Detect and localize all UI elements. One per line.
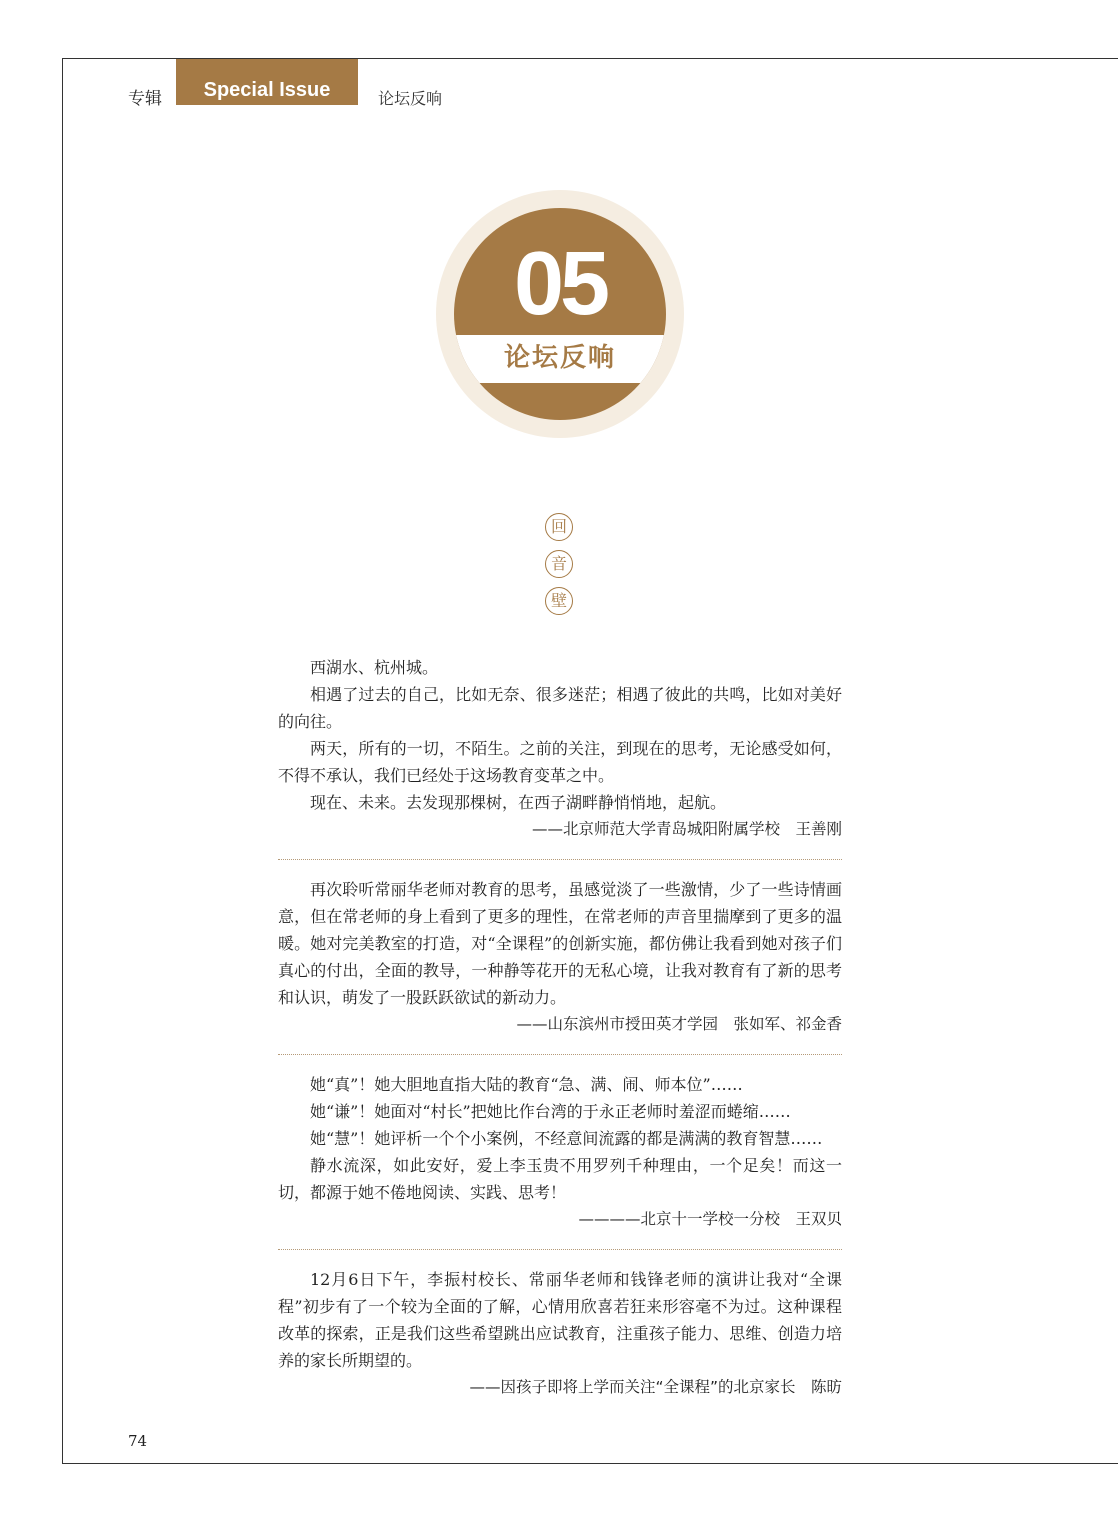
seal-char-2: 音	[545, 550, 573, 578]
entry-paragraph: 再次聆听常丽华老师对教育的思考，虽感觉淡了一些激情，少了一些诗情画意，但在常老师的身上看到了更多的理性，在常老师的声音里揣摩到了更多的温暖。她对完美教室的打造，对“全课程”的创新实施，都仿佛让我看到她对孩子们真心的付出，全面的教导，一种静等花开的无私心境，让我对教育有了新的思考和认识，萌发了一股跃跃欲试的新动力。	[278, 880, 842, 1007]
section-emblem	[436, 190, 684, 438]
header-subsection: 论坛反响	[378, 89, 443, 108]
emblem-title: 论坛反响	[503, 343, 616, 373]
entry-source: ————北京十一学校一分校 王双贝	[578, 1210, 842, 1228]
entry-paragraph: 相遇了过去的自己，比如无奈、很多迷茫；相遇了彼此的共鸣，比如对美好的向往。	[278, 685, 842, 731]
emblem-number: 05	[513, 234, 607, 334]
entry-paragraph: 她“真”！她大胆地直指大陆的教育“急、满、闹、师本位”……	[310, 1075, 743, 1094]
special-issue-label: Special Issue	[203, 79, 331, 101]
divider	[278, 1054, 842, 1055]
special-issue-tab	[176, 59, 358, 105]
seal-char-1: 回	[545, 513, 573, 541]
seal-char-3: 壁	[545, 587, 573, 615]
divider	[278, 859, 842, 860]
entry-paragraph: 静水流深，如此安好，爱上李玉贵不用罗列千种理由，一个足矣！而这一切，都源于她不倦地阅读、实践、思考！	[278, 1156, 842, 1202]
feedback-entry	[278, 654, 842, 843]
entry-paragraph: 她“谦”！她面对“村长”把她比作台湾的于永正老师时羞涩而蜷缩……	[310, 1102, 791, 1121]
entry-source: ——山东滨州市授田英才学园 张如军、祁金香	[516, 1015, 842, 1033]
entry-paragraph: 她“慧”！她评析一个个小案例，不经意间流露的都是满满的教育智慧……	[310, 1129, 823, 1148]
entry-source: ——北京师范大学青岛城阳附属学校 王善刚	[531, 820, 842, 838]
emblem-disc	[454, 208, 666, 420]
feedback-entry	[278, 876, 842, 1038]
entry-paragraph: 西湖水、杭州城。	[310, 658, 439, 677]
feedback-entry	[278, 1266, 842, 1401]
feedback-entry	[278, 1071, 842, 1233]
entry-paragraph: 两天，所有的一切，不陌生。之前的关注，到现在的思考，无论感受如何，不得不承认，我们已经处于这场教育变革之中。	[278, 739, 842, 785]
feedback-content	[278, 654, 842, 1401]
divider	[278, 1249, 842, 1250]
entry-paragraph: 12月6日下午，李振村校长、常丽华老师和钱锋老师的演讲让我对“全课程”初步有了一个较为全面的了解，心情用欣喜若狂来形容毫不为过。这种课程改革的探索，正是我们这些希望跳出应试教育，注重孩子能力、思维、创造力培养的家长所期望的。	[278, 1270, 842, 1370]
page-number: 74	[128, 1432, 148, 1450]
entry-source: ——因孩子即将上学而关注“全课程”的北京家长 陈昉	[469, 1378, 842, 1396]
header-section-label: 专辑	[128, 89, 162, 109]
entry-paragraph: 现在、未来。去发现那棵树，在西子湖畔静悄悄地，起航。	[310, 793, 727, 812]
